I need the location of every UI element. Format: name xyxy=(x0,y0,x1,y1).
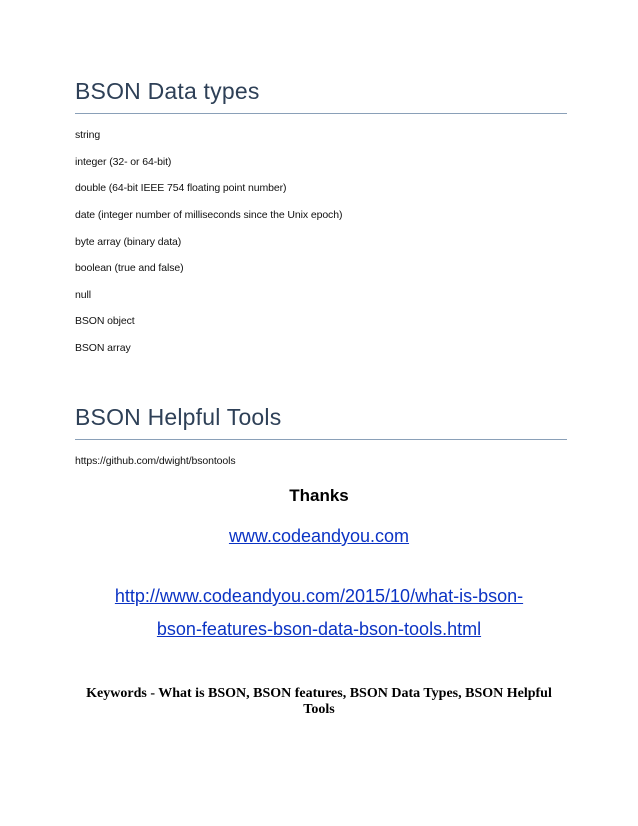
bsontools-link[interactable]: https://github.com/dwight/bsontools xyxy=(75,455,236,467)
article-link[interactable] xyxy=(0,580,638,646)
list-item: BSON object xyxy=(75,315,135,327)
list-item: boolean (true and false) xyxy=(75,262,184,274)
list-item: BSON array xyxy=(75,342,131,354)
keywords-text xyxy=(0,686,638,718)
list-item: byte array (binary data) xyxy=(75,236,182,248)
list-item: double (64-bit IEEE 754 floating point number) xyxy=(75,182,287,194)
tools-heading: BSON Helpful Tools xyxy=(75,404,282,430)
keywords-line1: Keywords - What is BSON, BSON features, BSON Data Types, BSON Helpful xyxy=(86,686,552,701)
data-types-heading: BSON Data types xyxy=(75,78,260,104)
list-item: date (integer number of milliseconds since the Unix epoch) xyxy=(75,209,343,221)
heading-divider xyxy=(75,113,567,114)
list-item: string xyxy=(75,129,101,141)
thanks-heading: Thanks xyxy=(289,486,349,505)
keywords-line2: Tools xyxy=(303,702,335,717)
list-item: integer (32- or 64-bit) xyxy=(75,156,172,168)
site-link[interactable]: www.codeandyou.com xyxy=(228,526,410,546)
heading-divider xyxy=(75,439,567,440)
list-item: null xyxy=(75,289,91,301)
article-link-line2[interactable]: bson-features-bson-data-bson-tools.html xyxy=(156,619,482,639)
article-link-line1[interactable]: http://www.codeandyou.com/2015/10/what-is-bson- xyxy=(114,586,524,606)
